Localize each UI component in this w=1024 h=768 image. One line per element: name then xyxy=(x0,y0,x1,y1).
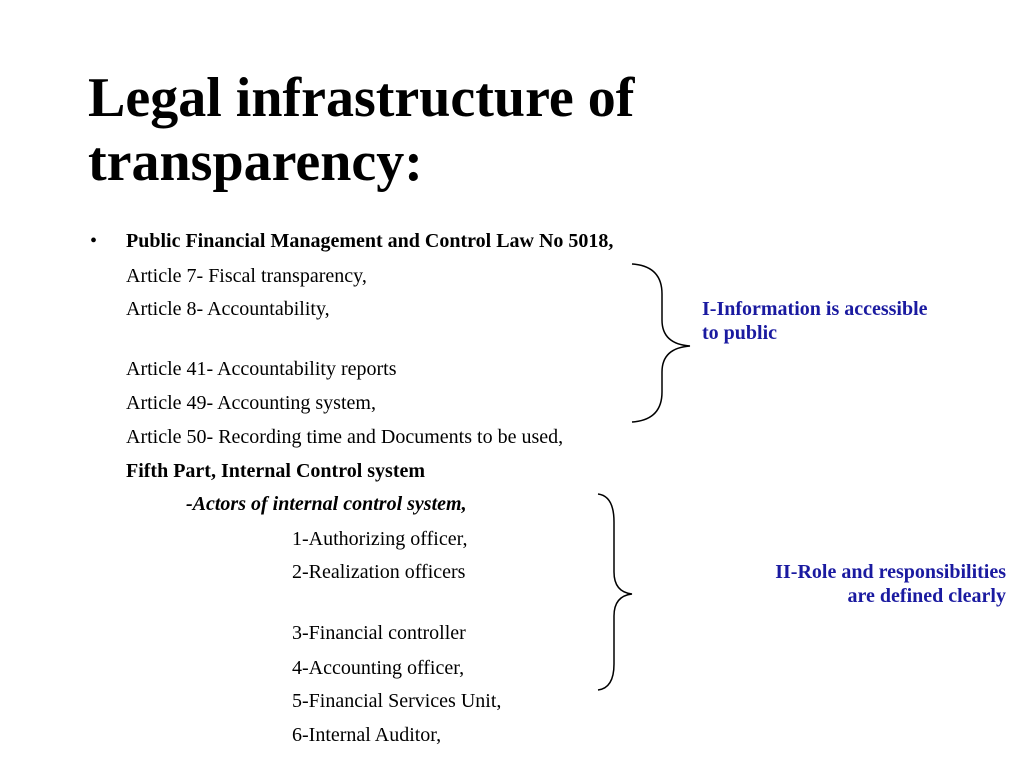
note-1-line-1: I-Information is accessible xyxy=(702,298,928,320)
actor-4: 4-Accounting officer, xyxy=(292,657,465,679)
note-2-line-2: are defined clearly xyxy=(847,585,1006,607)
actor-2: 2-Realization officers xyxy=(292,561,466,583)
note-1-line-2: to public xyxy=(702,322,778,344)
law-heading: Public Financial Management and Control Law No 5018, xyxy=(126,230,614,252)
note-information-accessible xyxy=(702,297,928,345)
actors-heading: -Actors of internal control system, xyxy=(186,493,467,515)
actor-1: 1-Authorizing officer, xyxy=(292,528,468,550)
article-49: Article 49- Accounting system, xyxy=(126,392,376,414)
note-roles-defined xyxy=(700,560,1006,608)
actor-5: 5-Financial Services Unit, xyxy=(292,690,502,712)
right-curly-brace-1 xyxy=(632,264,690,422)
article-7: Article 7- Fiscal transparency, xyxy=(126,265,367,287)
article-41: Article 41- Accountability reports xyxy=(126,358,397,380)
fifth-part-heading: Fifth Part, Internal Control system xyxy=(126,460,426,482)
slide-title-line-2: transparency: xyxy=(88,131,423,193)
actor-3: 3-Financial controller xyxy=(292,622,466,644)
bullet-icon: • xyxy=(90,230,98,252)
note-2-line-1: II-Role and responsibilities xyxy=(775,561,1006,583)
right-curly-brace-2 xyxy=(598,494,632,690)
article-50: Article 50- Recording time and Documents to be used, xyxy=(126,426,564,448)
slide-title-line-1: Legal infrastructure of xyxy=(88,67,635,129)
article-8: Article 8- Accountability, xyxy=(126,298,330,320)
actor-6: 6-Internal Auditor, xyxy=(292,724,442,746)
